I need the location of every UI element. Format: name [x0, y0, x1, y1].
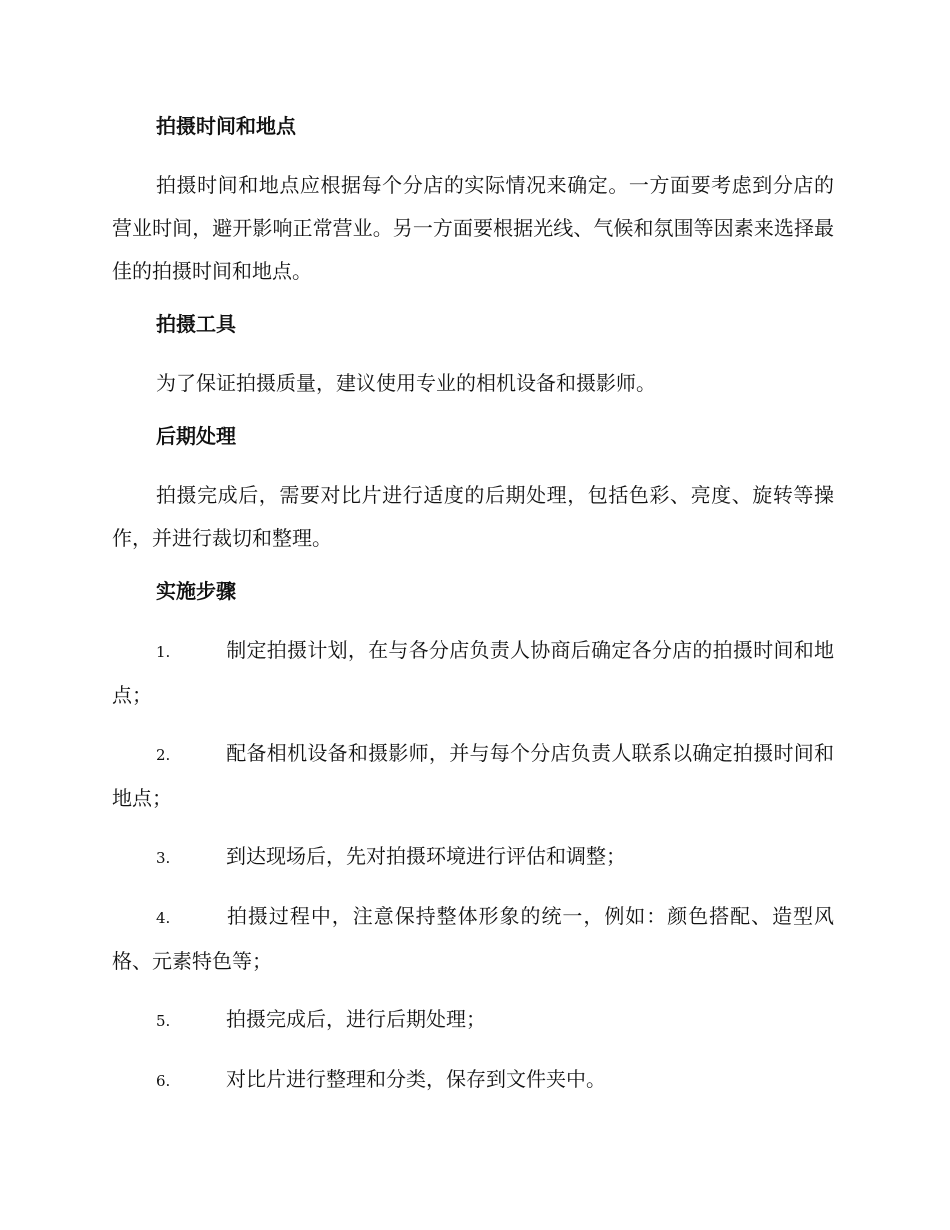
list-item-number: 5.: [156, 1012, 171, 1030]
list-item-number: 3.: [156, 849, 171, 867]
steps-list: [112, 629, 834, 1103]
list-item-text: 拍摄完成后，进行后期处理；: [226, 1007, 486, 1031]
section-heading-steps: 实施步骤: [156, 579, 236, 603]
list-item-text: 到达现场后，先对拍摄环境进行评估和调整；: [226, 844, 626, 868]
list-item: [112, 732, 834, 820]
list-item-number: 1.: [156, 643, 171, 661]
section-heading-post-processing: 后期处理: [156, 424, 236, 448]
section-heading-tools: 拍摄工具: [156, 312, 236, 336]
section-body-post-processing: 拍摄完成后，需要对比片进行适度的后期处理，包括色彩、亮度、旋转等操作，并进行裁切和整理。: [112, 483, 834, 550]
section-body-time-location: 拍摄时间和地点应根据每个分店的实际情况来确定。一方面要考虑到分店的营业时间，避开影响正常营业。另一方面要根据光线、气候和氛围等因素来选择最佳的拍摄时间和地点。: [112, 173, 834, 283]
list-item-number: 4.: [156, 909, 171, 927]
list-item: [112, 895, 834, 983]
list-item-text: 配备相机设备和摄影师，并与每个分店负责人联系以确定拍摄时间和地点；: [112, 741, 834, 810]
list-item-text: 拍摄过程中，注意保持整体形象的统一，例如：颜色搭配、造型风格、元素特色等；: [112, 904, 834, 973]
list-item: [112, 629, 834, 717]
list-item-number: 2.: [156, 746, 171, 764]
list-item-number: 6.: [156, 1072, 171, 1090]
section-heading-time-location: 拍摄时间和地点: [156, 114, 296, 138]
section-body-tools: 为了保证拍摄质量，建议使用专业的相机设备和摄影师。: [156, 371, 656, 395]
document-page: [112, 110, 834, 1118]
list-item: [112, 998, 834, 1043]
list-item: [112, 835, 834, 880]
list-item-text: 对比片进行整理和分类，保存到文件夹中。: [226, 1067, 606, 1091]
list-item-text: 制定拍摄计划，在与各分店负责人协商后确定各分店的拍摄时间和地点；: [112, 638, 834, 707]
list-item: [112, 1058, 834, 1103]
